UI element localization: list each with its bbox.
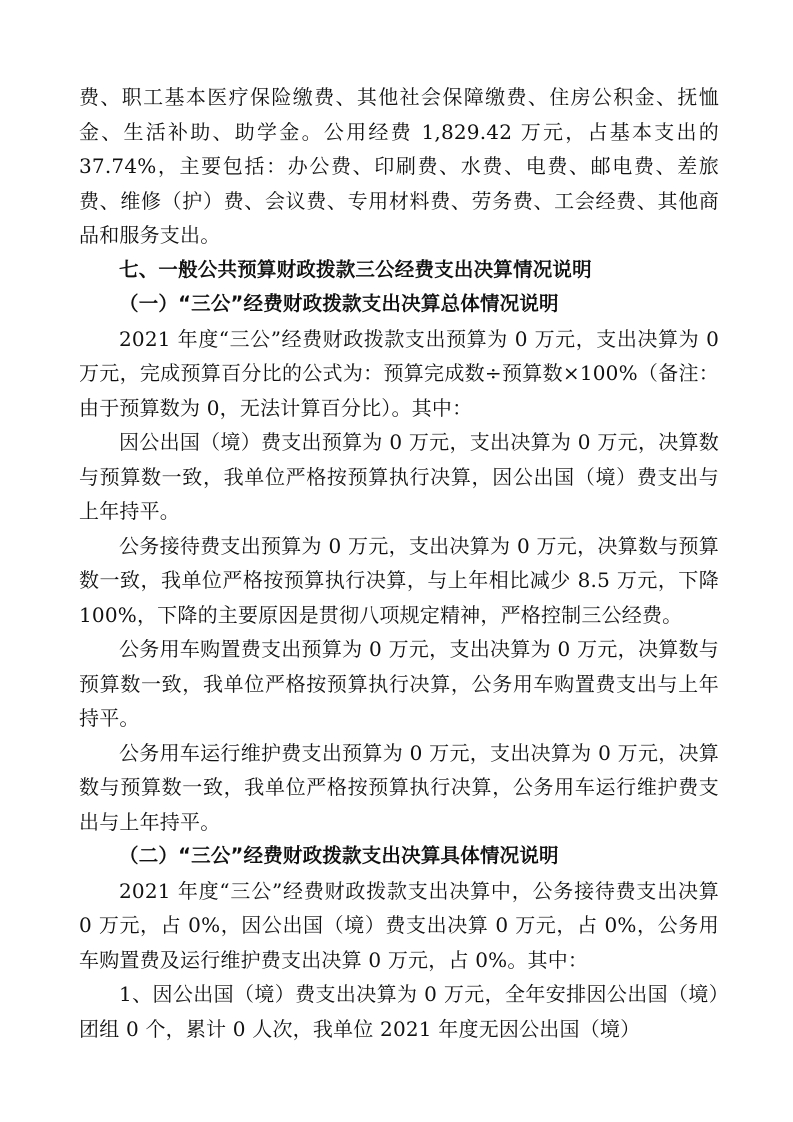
body-paragraph: 公务用车运行维护费支出预算为 0 万元，支出决算为 0 万元，决算数与预算数一致，我单位严格按预算执行决算，公务用车运行维护费支出与上年持平。 xyxy=(79,740,719,834)
body-paragraph: 1、因公出国（境）费支出决算为 0 万元，全年安排因公出国（境）团组 0 个，累计 0 人次，我单位 2021 年度无因公出国（境） xyxy=(79,982,719,1041)
document-page xyxy=(79,80,719,1046)
body-paragraph: 2021 年度“三公”经费财政拨款支出预算为 0 万元，支出决算为 0 万元，完成预算百分比的公式为：预算完成数÷预算数×100%（备注：由于预算数为 0，无法计算百分比）。其中： xyxy=(79,326,719,420)
subsection-heading: （二）“三公”经费财政拨款支出决算具体情况说明 xyxy=(119,844,559,867)
section-heading: 七、一般公共预算财政拨款三公经费支出决算情况说明 xyxy=(119,257,592,281)
body-paragraph: 公务接待费支出预算为 0 万元，支出决算为 0 万元，决算数与预算数一致，我单位严格按预算执行决算，与上年相比减少 8.5 万元，下降 100%，下降的主要原因是贯彻八项规定精神，严格控制三公经费。 xyxy=(79,533,719,627)
body-paragraph: 2021 年度“三公”经费财政拨款支出决算中，公务接待费支出决算 0 万元，占 0%，因公出国（境）费支出决算 0 万元，占 0%，公务用车购置费及运行维护费支出决算 0 万元，占 0%。其中： xyxy=(79,878,719,972)
subsection-heading: （一）“三公”经费财政拨款支出决算总体情况说明 xyxy=(119,292,559,315)
body-paragraph: 因公出国（境）费支出预算为 0 万元，支出决算为 0 万元，决算数与预算数一致，我单位严格按预算执行决算，因公出国（境）费支出与上年持平。 xyxy=(79,430,719,523)
body-paragraph: 费、职工基本医疗保险缴费、其他社会保障缴费、住房公积金、抚恤金、生活补助、助学金。公用经费 1,829.42 万元，占基本支出的 37.74%，主要包括：办公费、印刷费、水费、电费、邮电费、差旅费、维修（护）费、会议费、专用材料费、劳务费、工会经费、其他商品和服务支出。 xyxy=(79,85,719,247)
body-paragraph: 公务用车购置费支出预算为 0 万元，支出决算为 0 万元，决算数与预算数一致，我单位严格按预算执行决算，公务用车购置费支出与上年持平。 xyxy=(79,637,719,730)
